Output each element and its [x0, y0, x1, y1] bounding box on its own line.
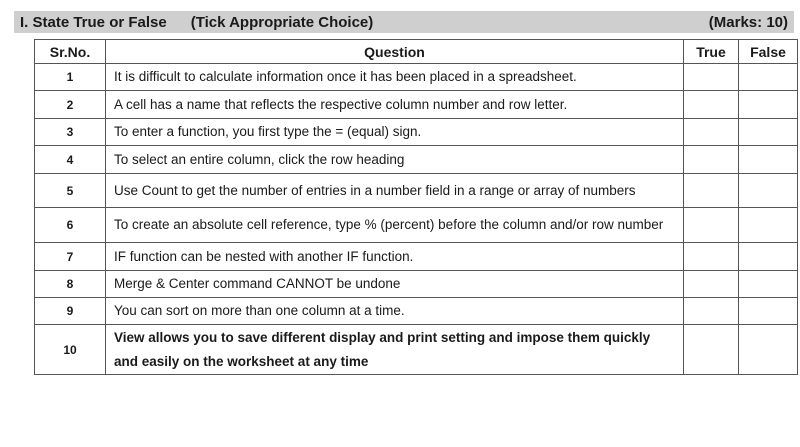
false-answer-cell[interactable] — [739, 298, 798, 325]
true-answer-cell[interactable] — [684, 325, 739, 375]
table-header-row — [35, 40, 798, 64]
true-answer-cell[interactable] — [684, 146, 739, 174]
row-number: 6 — [35, 208, 106, 243]
question-table — [34, 39, 798, 375]
table-row — [35, 208, 798, 243]
row-number: 5 — [35, 174, 106, 208]
true-answer-cell[interactable] — [684, 298, 739, 325]
true-answer-cell[interactable] — [684, 174, 739, 208]
table-row — [35, 325, 798, 375]
row-number: 1 — [35, 64, 106, 91]
question-text: You can sort on more than one column at a time. — [106, 298, 684, 325]
false-answer-cell[interactable] — [739, 64, 798, 91]
section-marks: (Marks: 10) — [708, 13, 788, 31]
table-row — [35, 271, 798, 298]
row-number: 8 — [35, 271, 106, 298]
false-answer-cell[interactable] — [739, 208, 798, 243]
question-text: View allows you to save different display and print setting and impose them quickly and easily on the worksheet at any time — [106, 325, 684, 375]
row-number: 2 — [35, 91, 106, 119]
table-row — [35, 298, 798, 325]
section-title: I. State True or False — [20, 13, 167, 31]
question-text: Use Count to get the number of entries in a number field in a range or array of numbers — [106, 174, 684, 208]
row-number: 10 — [35, 325, 106, 375]
question-text: It is difficult to calculate information once it has been placed in a spreadsheet. — [106, 64, 684, 91]
section-subtitle: (Tick Appropriate Choice) — [190, 13, 374, 31]
false-answer-cell[interactable] — [739, 174, 798, 208]
false-answer-cell[interactable] — [739, 119, 798, 146]
row-number: 3 — [35, 119, 106, 146]
true-answer-cell[interactable] — [684, 243, 739, 271]
table-row — [35, 243, 798, 271]
header-true: True — [684, 40, 739, 64]
true-answer-cell[interactable] — [684, 64, 739, 91]
true-answer-cell[interactable] — [684, 91, 739, 119]
false-answer-cell[interactable] — [739, 243, 798, 271]
false-answer-cell[interactable] — [739, 271, 798, 298]
header-question: Question — [106, 40, 684, 64]
row-number: 9 — [35, 298, 106, 325]
false-answer-cell[interactable] — [739, 325, 798, 375]
row-number: 4 — [35, 146, 106, 174]
section-title-group — [20, 14, 373, 31]
true-answer-cell[interactable] — [684, 208, 739, 243]
section-header — [14, 11, 794, 33]
true-answer-cell[interactable] — [684, 119, 739, 146]
question-text: To select an entire column, click the row heading — [106, 146, 684, 174]
table-row — [35, 119, 798, 146]
header-sr-no: Sr.No. — [35, 40, 106, 64]
table-body — [35, 64, 798, 375]
question-text: To create an absolute cell reference, type % (percent) before the column and/or row number — [106, 208, 684, 243]
row-number: 7 — [35, 243, 106, 271]
false-answer-cell[interactable] — [739, 91, 798, 119]
table-row — [35, 64, 798, 91]
table-row — [35, 174, 798, 208]
false-answer-cell[interactable] — [739, 146, 798, 174]
question-text: To enter a function, you first type the = (equal) sign. — [106, 119, 684, 146]
question-text: IF function can be nested with another IF function. — [106, 243, 684, 271]
table-row — [35, 91, 798, 119]
question-text: Merge & Center command CANNOT be undone — [106, 271, 684, 298]
question-text: A cell has a name that reflects the respective column number and row letter. — [106, 91, 684, 119]
table-row — [35, 146, 798, 174]
true-answer-cell[interactable] — [684, 271, 739, 298]
header-false: False — [739, 40, 798, 64]
